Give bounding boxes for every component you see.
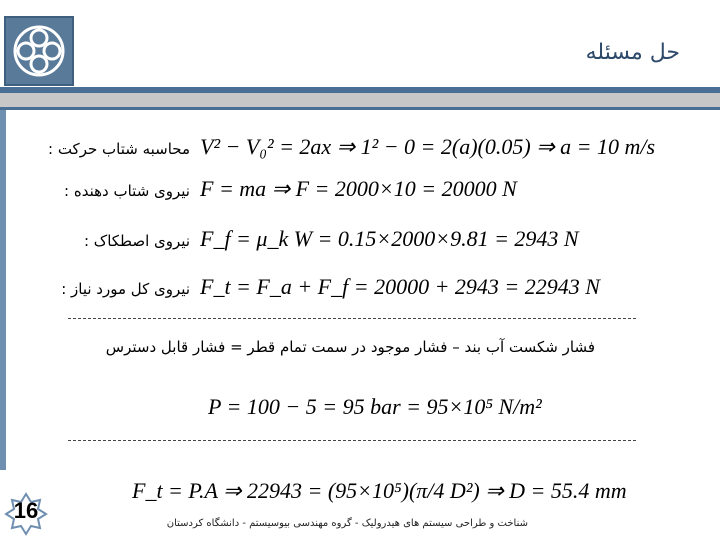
equation-friction-force: F_f = μ_k W = 0.15×2000×9.81 = 2943 N bbox=[200, 226, 579, 251]
header-band bbox=[0, 93, 720, 107]
diameter-equation: F_t = P.A ⇒ 22943 = (95×10⁵)(π/4 D²) ⇒ D = 55.4 mm bbox=[132, 478, 627, 503]
label-friction-force: نیروی اصطکاک : bbox=[83, 232, 190, 250]
equation-total-force: F_t = F_a + F_f = 20000 + 2943 = 22943 N bbox=[200, 274, 600, 299]
equation-acceleration: V² − V₀² = 2ax ⇒ 1² − 0 = 2(a)(0.05) ⇒ a = 10 m/s bbox=[200, 134, 656, 159]
label-accelerating-force: نیروی شتاب دهنده : bbox=[64, 182, 190, 200]
pressure-equation: P = 100 − 5 = 95 bar = 95×10⁵ N/m² bbox=[208, 394, 542, 419]
side-stripe bbox=[0, 110, 6, 470]
equation-accelerating-force: F = ma ⇒ F = 2000×10 = 20000 N bbox=[200, 176, 517, 201]
page-number: 16 bbox=[13, 498, 39, 523]
available-pressure-text: فشار شکست آب بند – فشار موجود در سمت تمام قطر = فشار قابل دسترس bbox=[105, 338, 595, 356]
footer-text: شناخت و طراحی سیستم های هیدرولیک - گروه مهندسی بیوسیستم - دانشگاه کردستان bbox=[166, 518, 528, 529]
dashed-divider-bottom bbox=[68, 440, 636, 441]
label-acceleration: محاسبه شتاب حرکت : bbox=[48, 140, 190, 158]
label-total-force: نیروی کل مورد نیاز : bbox=[61, 280, 190, 298]
university-logo bbox=[4, 16, 74, 86]
header-divider-lower bbox=[0, 107, 720, 110]
dashed-divider-top bbox=[68, 318, 636, 319]
slide-title: حل مسئله bbox=[585, 40, 680, 65]
